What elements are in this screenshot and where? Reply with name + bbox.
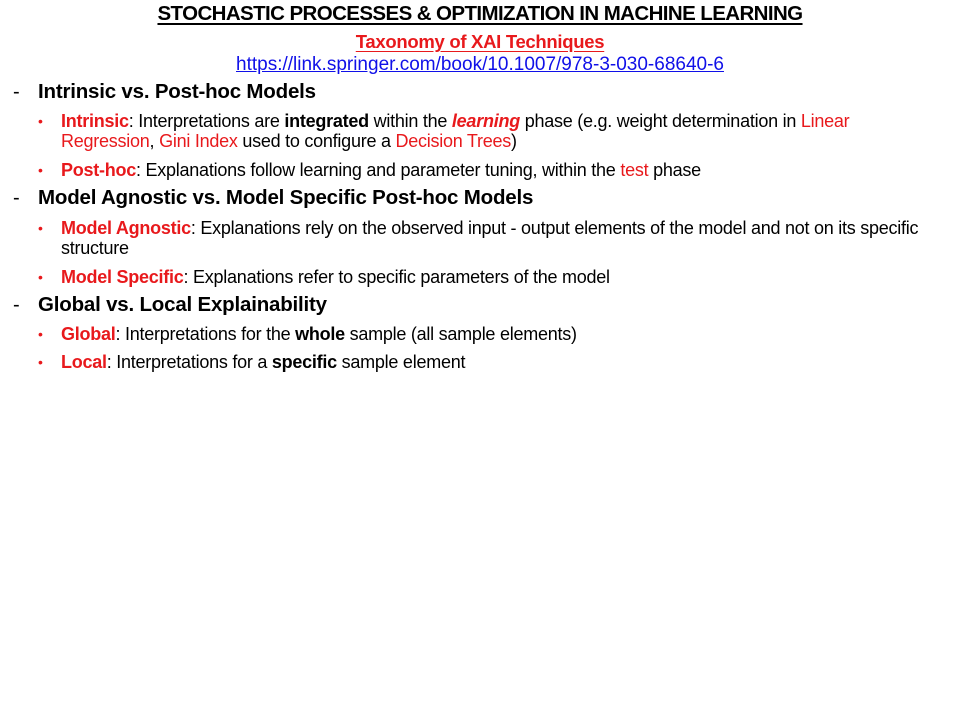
- section-marker: -: [13, 81, 20, 103]
- item-text: : Explanations refer to specific parameters of the model: [183, 267, 610, 287]
- item-text: : Interpretations for a: [106, 352, 272, 372]
- term-model-specific: Model Specific: [61, 267, 184, 287]
- bullet-icon: •: [38, 354, 43, 370]
- emphasis-integrated: integrated: [284, 111, 369, 131]
- term-decision-trees: Decision Trees: [395, 131, 512, 151]
- item-text: used to configure a: [237, 131, 396, 151]
- item-text: : Interpretations are: [128, 111, 285, 131]
- term-local: Local: [61, 352, 107, 372]
- item-text: : Explanations follow learning and parameter tuning, within the: [136, 160, 621, 180]
- term-model-agnostic: Model Agnostic: [61, 218, 191, 238]
- list-item-local: [61, 352, 941, 372]
- bullet-icon: •: [38, 220, 43, 236]
- term-global: Global: [61, 324, 116, 344]
- term-linear-regression: Linear Regression: [61, 111, 850, 151]
- item-text: sample (all sample elements): [344, 324, 577, 344]
- emphasis-whole: whole: [295, 324, 345, 344]
- term-posthoc: Post-hoc: [61, 160, 137, 180]
- bullet-icon: •: [38, 326, 43, 342]
- item-text: : Explanations rely on the observed input - output elements of the model and not on its specific structure: [61, 218, 919, 258]
- item-text: ): [511, 131, 517, 151]
- item-text: phase (e.g. weight determination in: [519, 111, 801, 131]
- section-heading-global-vs-local: Global vs. Local Explainability: [38, 293, 327, 316]
- bullet-icon: •: [38, 269, 43, 285]
- item-text: ,: [149, 131, 160, 151]
- list-item-model-specific: [61, 267, 941, 287]
- section-heading-agnostic-vs-specific: Model Agnostic vs. Model Specific Post-hoc Models: [38, 186, 534, 209]
- term-gini-index: Gini Index: [159, 131, 238, 151]
- section-marker: -: [13, 187, 20, 209]
- reference-link[interactable]: https://link.springer.com/book/10.1007/978-3-030-68640-6: [236, 54, 724, 75]
- section-heading-intrinsic-vs-posthoc: Intrinsic vs. Post-hoc Models: [38, 80, 316, 103]
- item-text: phase: [648, 160, 701, 180]
- list-item-model-agnostic: [61, 218, 941, 258]
- item-text: within the: [368, 111, 452, 131]
- list-item-intrinsic: [61, 111, 941, 151]
- section-marker: -: [13, 294, 20, 316]
- slide-title: STOCHASTIC PROCESSES & OPTIMIZATION IN MACHINE LEARNING: [157, 2, 803, 25]
- bullet-icon: •: [38, 113, 43, 129]
- emphasis-specific: specific: [271, 352, 337, 372]
- list-item-posthoc: [61, 160, 941, 180]
- list-item-global: [61, 324, 941, 344]
- slide-subtitle: Taxonomy of XAI Techniques: [355, 31, 605, 52]
- emphasis-learning: learning: [451, 111, 520, 131]
- item-text: sample element: [336, 352, 466, 372]
- term-intrinsic: Intrinsic: [61, 111, 129, 131]
- bullet-icon: •: [38, 162, 43, 178]
- item-text: : Interpretations for the: [115, 324, 296, 344]
- term-test: test: [620, 160, 649, 180]
